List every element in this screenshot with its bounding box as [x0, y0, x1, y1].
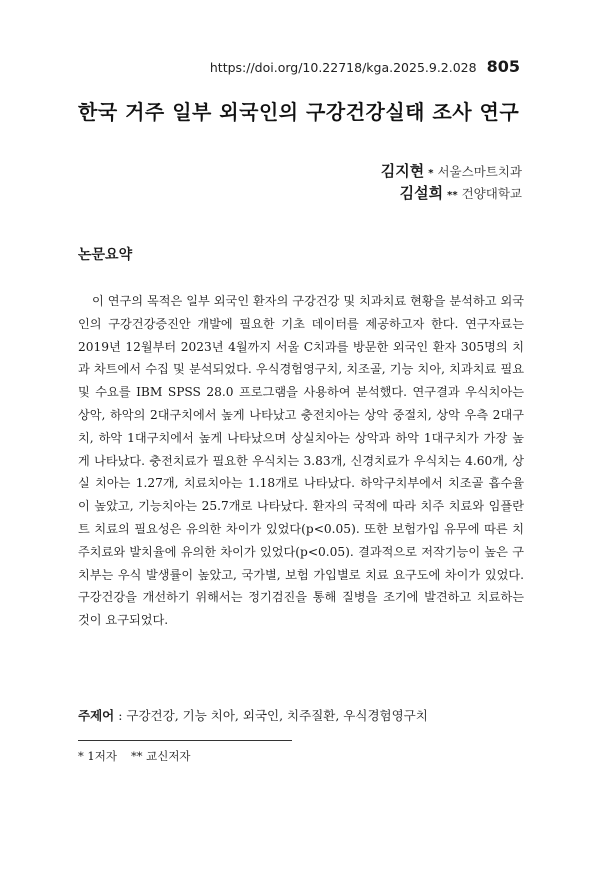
footnotes — [78, 748, 191, 764]
keywords-list: 구강건강, 기능 치아, 외국인, 치주질환, 우식경험영구치 — [126, 708, 428, 723]
paper-title: 한국 거주 일부 외국인의 구강건강실태 조사 연구 — [78, 100, 520, 124]
doi-link[interactable]: https://doi.org/10.22718/kga.2025.9.2.028 — [209, 60, 477, 75]
running-header — [210, 57, 520, 76]
keywords — [78, 706, 524, 724]
page-number: 805 — [486, 57, 520, 76]
footnote-first-author — [78, 748, 117, 764]
keywords-separator: : — [114, 708, 127, 723]
footnote-rule — [78, 740, 292, 741]
author-mark: ** — [447, 190, 458, 201]
author-affiliation: 건양대학교 — [461, 186, 522, 201]
author-name: 김지현 — [380, 162, 425, 180]
abstract-body — [78, 290, 524, 632]
footnote-corresponding-author — [131, 748, 191, 764]
footnote-mark: ** — [130, 749, 143, 763]
author-1 — [381, 160, 522, 181]
author-2 — [400, 182, 522, 203]
author-mark: * — [428, 168, 434, 179]
footnote-mark: * — [78, 749, 84, 763]
footnote-text: 1저자 — [87, 749, 117, 763]
author-affiliation: 서울스마트치과 — [437, 164, 522, 179]
footnote-text: 교신저자 — [146, 749, 191, 763]
abstract-heading: 논문요약 — [78, 247, 133, 263]
abstract-paragraph: 이 연구의 목적은 일부 외국인 환자의 구강건강 및 치과치료 현황을 분석하고 외국인의 구강건강증진안 개발에 필요한 기초 데이터를 제공하고자 한다. 연구자료는 2019년 12월부터 2023년 4월까지 서울 C치과를 방문한 외국인 환자 305명의 치과 차트에서 수집 및 분석되었다. 우식경험영구치, 치조골, 기능 치아, 치과치료 필요 및 수요를 IBM SPSS 28.0 프로그램을 사용하여 분석했다. 연구결과 우식치아는 상악, 하악의 2대구치에서 높게 나타났고 충전치아는 상악 중절치, 상악 우측 2대구치, 하악 1대구치에서 높게 나타났으며 상실치아는 상악과 하악 1대구치가 가장 높게 나타났다. 충전치료가 필요한 우식치는 3.83개, 신경치료가 우식치는 4.60개, 상실 치아는 1.27개, 치료치아는 1.18개로 나타났다. 하악구치부에서 치조골 흡수율이 높았고, 기능치아는 25.7개로 나타났다. 환자의 국적에 따라 치주 치료와 임플란트 치료의 필요성은 유의한 차이가 있었다(p<0.05). 또한 보험가입 유무에 따른 치주치료와 발치율에 유의한 차이가 있었다(p<0.05). 결과적으로 저작기능이 높은 구치부는 우식 발생률이 높았고, 국가별, 보험 가입별로 치료 요구도에 차이가 있었다. 구강건강을 개선하기 위해서는 정기검진을 통해 질병을 조기에 발견하고 치료하는 것이 요구되었다. — [78, 294, 524, 628]
author-name: 김설희 — [399, 184, 444, 202]
keywords-label: 주제어 — [78, 708, 115, 723]
